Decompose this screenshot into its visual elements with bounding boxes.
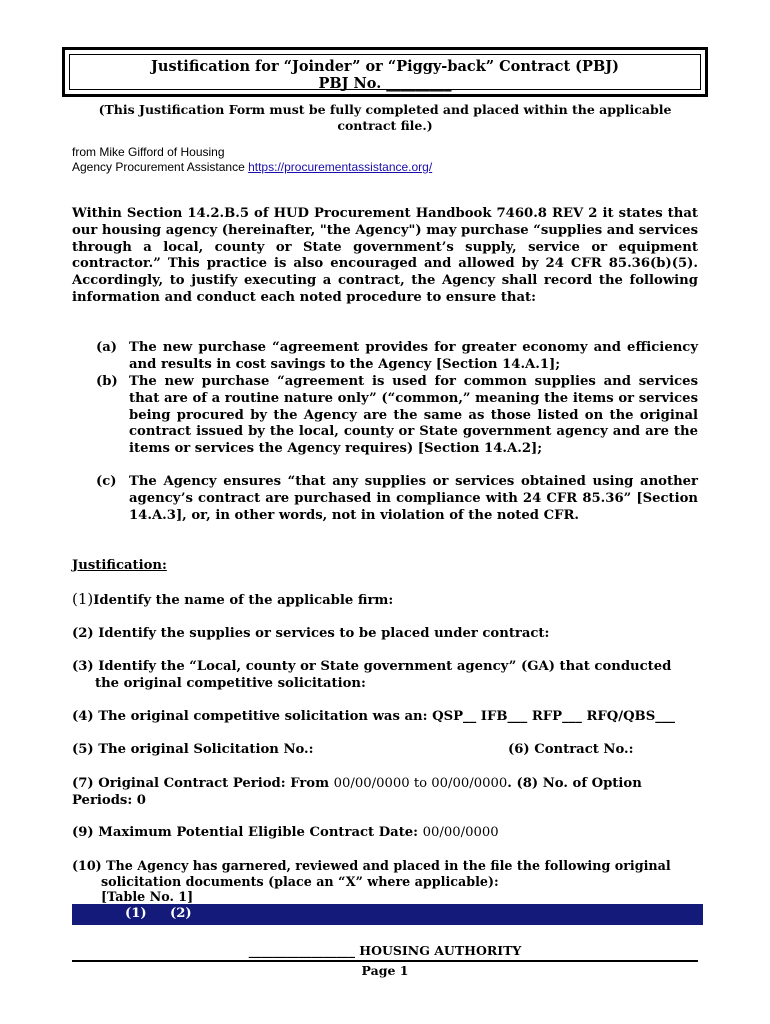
- contract-to-date: 00/00/0000: [431, 776, 508, 791]
- criterion-text: The new purchase “agreement is used for common supplies and services that are of a routine nature only” (“common,” meaning the items or services being procured by the Agency are the same as those listed on the original contract issued by the local, county or State government agency and are the items or services the Agency requires) [Section 14.A.2];: [129, 374, 698, 457]
- table-label: [Table No. 1]: [101, 889, 194, 904]
- question-3-line2: the original competitive solicitation:: [95, 675, 366, 691]
- question-5: (5) The original Solicitation No.:: [72, 742, 314, 757]
- criterion-label: (b): [96, 374, 118, 389]
- question-7-line: [72, 776, 706, 793]
- question-4: (4) The original competitive solicitation was an: QSP__ IFB___ RFP___ RFQ/QBS___: [72, 709, 676, 724]
- question-9: [72, 825, 499, 842]
- question-3: [72, 659, 671, 693]
- question-7-to: to: [409, 776, 432, 791]
- table-header-bar: [72, 904, 703, 925]
- contract-from-date: 00/00/0000: [333, 776, 410, 791]
- question-1-text: Identify the name of the applicable firm:: [93, 593, 394, 608]
- criterion-label: (a): [96, 340, 118, 355]
- credit-prefix: Agency Procurement Assistance: [72, 160, 249, 174]
- criterion-a: [96, 340, 698, 374]
- form-note-line2: contract file.): [337, 117, 433, 133]
- table-header-col2: (2): [170, 906, 192, 921]
- question-7-label: (7) Original Contract Period: From: [72, 776, 334, 791]
- footer-divider: [72, 960, 698, 962]
- form-note: [72, 102, 698, 133]
- question-10-line1: (10) The Agency has garnered, reviewed and placed in the file the following original: [72, 858, 671, 873]
- question-9-label: (9) Maximum Potential Eligible Contract Date:: [72, 825, 423, 840]
- intro-paragraph: Within Section 14.2.B.5 of HUD Procurement Handbook 7460.8 REV 2 it states that our housing agency (hereinafter, "the Agency") may purchase “supplies and services through a local, county or State government’s supply, service or equipment contractor.” This practice is also encouraged and allowed by 24 CFR 85.36(b)(5). Accordingly, to justify executing a contract, the Agency shall record the following information and conduct each noted procedure to ensure that:: [72, 206, 698, 305]
- question-7-8: [72, 776, 706, 810]
- question-1-number: (1): [72, 590, 94, 608]
- document-title: Justification for “Joinder” or “Piggy-back” Contract (PBJ): [151, 58, 619, 75]
- title-box: [62, 47, 708, 97]
- criterion-c: [96, 474, 698, 524]
- question-6: (6) Contract No.:: [508, 742, 634, 757]
- title-inner: [69, 54, 701, 90]
- criterion-text: The new purchase “agreement provides for greater economy and efficiency and results in cost savings to the Agency [Section 14.A.1];: [129, 340, 698, 372]
- question-10-line2: solicitation documents (place an “X” where applicable):: [101, 873, 499, 889]
- credit-line1: from Mike Gifford of Housing: [72, 145, 225, 159]
- criterion-b: [96, 374, 698, 458]
- question-8-periods: Periods: 0: [72, 792, 146, 808]
- justification-heading: Justification:: [72, 558, 167, 573]
- question-10: [72, 858, 706, 905]
- question-2: (2) Identify the supplies or services to be placed under contract:: [72, 626, 550, 641]
- table-header-col1: (1): [125, 906, 147, 921]
- credit: [72, 145, 672, 175]
- criterion-text: The Agency ensures “that any supplies or services obtained using another agency’s contract are purchased in compliance with 24 CFR 85.36” [Section 14.A.3], or, in other words, not in violation of the noted CFR.: [129, 474, 698, 523]
- criterion-label: (c): [96, 474, 117, 489]
- max-contract-date: 00/00/0000: [422, 825, 499, 840]
- pbj-number: PBJ No. _________: [318, 75, 452, 92]
- question-8-label: . (8) No. of Option: [507, 776, 642, 791]
- form-note-line1: (This Justification Form must be fully completed and placed within the applicable: [98, 102, 672, 117]
- footer-authority: _________________ HOUSING AUTHORITY: [248, 943, 522, 958]
- page-number: Page 1: [361, 963, 409, 978]
- question-3-line1: (3) Identify the “Local, county or State government agency” (GA) that conducted: [72, 659, 672, 674]
- question-1: [72, 591, 393, 610]
- credit-line2: [72, 160, 672, 175]
- procurement-assistance-link[interactable]: https://procurementassistance.org/: [248, 160, 433, 174]
